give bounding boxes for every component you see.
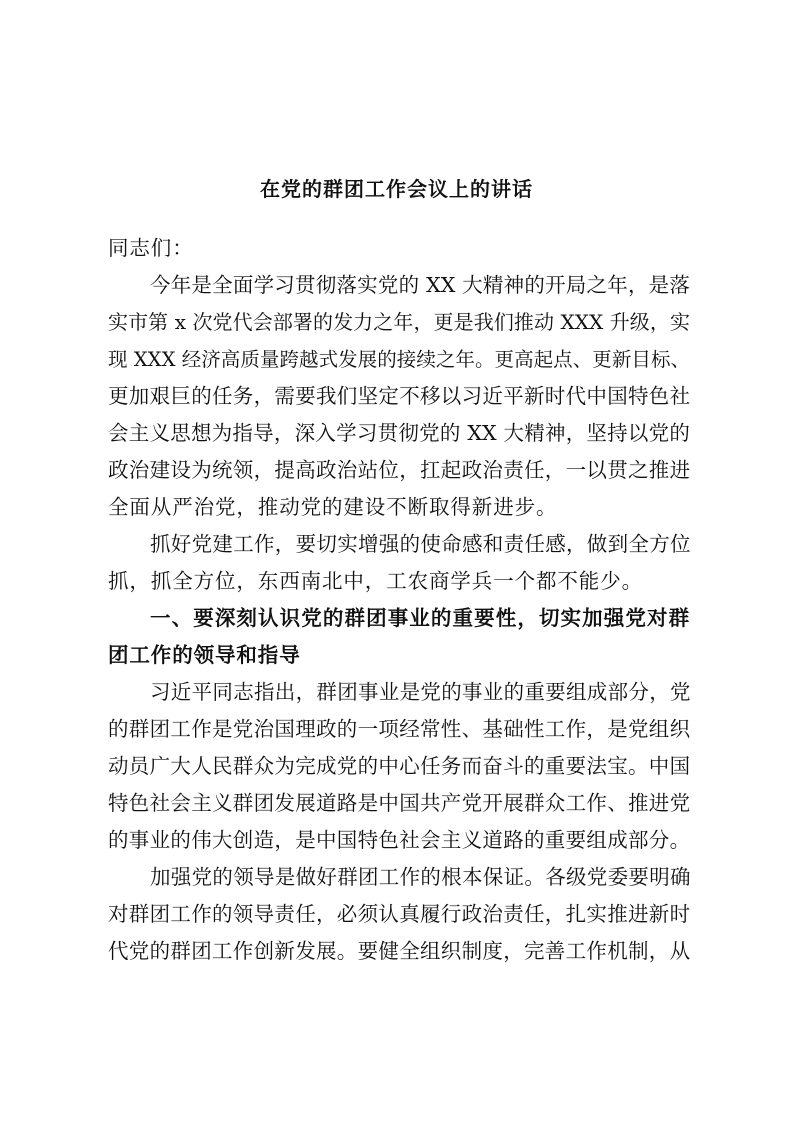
paragraph-line: 实市第 x 次党代会部署的发力之年，更是我们推动 XXX 升级，实 <box>108 310 690 334</box>
paragraph-line: 的事业的伟大创造，是中国特色社会主义道路的重要组成部分。 <box>108 828 691 852</box>
paragraph-line: 抓好党建工作，要切实增强的使命感和责任感，做到全方位 <box>150 532 691 556</box>
paragraph-party-building <box>108 526 690 600</box>
salutation-text: 同志们： <box>108 236 194 260</box>
heading-line: 一、要深刻认识党的群团事业的重要性，切实加强党对群 <box>150 606 690 630</box>
document-title: 在党的群团工作会议上的讲话 <box>260 177 533 201</box>
paragraph-line: 习近平同志指出，群团事业是党的事业的重要组成部分，党 <box>150 680 691 704</box>
paragraph-line: 今年是全面学习贯彻落实党的 XX 大精神的开局之年，是落 <box>150 273 690 297</box>
paragraph-line: 对群团工作的领导责任，必须认真履行政治责任，扎实推进新时 <box>108 902 691 926</box>
paragraph-line: 政治建设为统领，提高政治站位，扛起政治责任，一以贯之推进 <box>108 458 691 482</box>
paragraph-leadership <box>108 859 690 970</box>
paragraph-xi-quote <box>108 674 690 859</box>
document-body <box>108 230 690 970</box>
section-heading-1 <box>108 600 690 674</box>
paragraph-line: 动员广大人民群众为完成党的中心任务而奋斗的重要法宝。中国 <box>108 754 691 778</box>
paragraph-line: 现 XXX 经济高质量跨越式发展的接续之年。更高起点、更新目标、 <box>108 348 690 371</box>
paragraph-line: 代党的群团工作创新发展。要健全组织制度，完善工作机制，从 <box>108 939 691 963</box>
paragraph-line: 会主义思想为指导，深入学习贯彻党的 XX 大精神，坚持以党的 <box>108 421 690 445</box>
paragraph-line: 抓，抓全方位，东西南北中，工农商学兵一个都不能少。 <box>108 569 643 593</box>
paragraph-line: 特色社会主义群团发展道路是中国共产党开展群众工作、推进党 <box>108 791 691 815</box>
paragraph-intro <box>108 267 690 526</box>
paragraph-line: 更加艰巨的任务，需要我们坚定不移以习近平新时代中国特色社 <box>108 384 691 408</box>
paragraph-line: 全面从严治党，推动党的建设不断取得新进步。 <box>108 495 558 519</box>
salutation <box>108 230 690 267</box>
paragraph-line: 的群团工作是党治国理政的一项经常性、基础性工作，是党组织 <box>108 717 691 741</box>
paragraph-line: 加强党的领导是做好群团工作的根本保证。各级党委要明确 <box>150 865 691 889</box>
heading-line: 团工作的领导和指导 <box>108 643 301 667</box>
